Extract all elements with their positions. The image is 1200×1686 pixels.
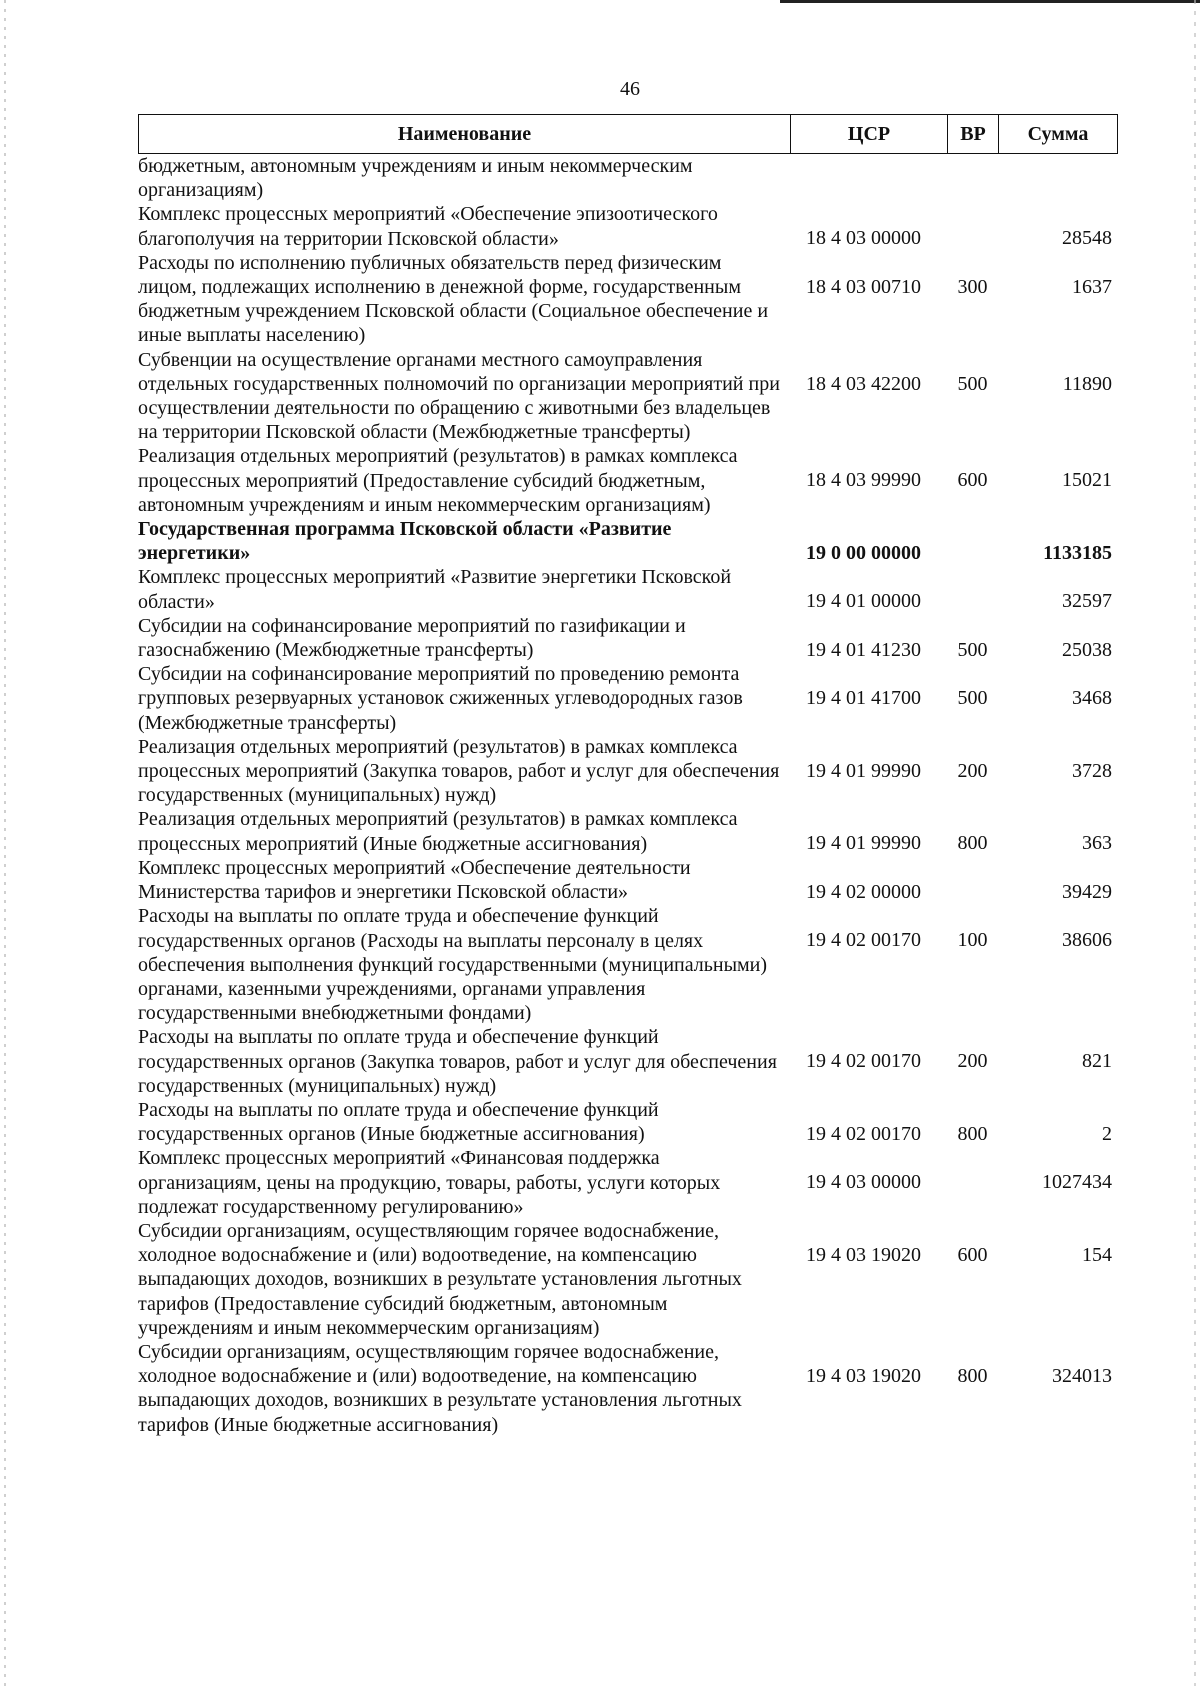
cell-vr: 600: [957, 469, 988, 492]
scan-edge-top: [780, 0, 1200, 3]
cell-vr: 100: [957, 929, 988, 952]
cell-name: Расходы на выплаты по оплате труда и обеспечение функций государственных органов (Расходы на выплаты персоналу в целях обеспечения выполнения функций государственными (муниципальными) органами, казенными учреждениями, органами управления государственными внебюджетными фондами): [138, 905, 768, 1025]
table-header: [138, 114, 1118, 154]
cell-name: Реализация отдельных мероприятий (результатов) в рамках комплекса процессных мероприятий (Иные бюджетные ассигнования): [138, 808, 738, 855]
cell-csr: 19 4 03 19020: [806, 1243, 921, 1266]
cell-csr: 18 4 03 00710: [806, 275, 921, 298]
cell-sum: 363: [1082, 832, 1112, 855]
cell-vr: 500: [957, 372, 988, 395]
cell-name: Субсидии на софинансирование мероприятий по проведению ремонта групповых резервуарных установок сжиженных углеводородных газов (Межбюджетные трансферты): [138, 663, 743, 734]
table-row: [138, 662, 1118, 735]
cell-name: Комплекс процессных мероприятий «Развитие энергетики Псковской области»: [138, 566, 732, 613]
cell-vr: 800: [957, 1364, 988, 1387]
cell-csr: 19 4 02 00170: [806, 929, 921, 952]
cell-name: Реализация отдельных мероприятий (результатов) в рамках комплекса процессных мероприятий (Предоставление субсидий бюджетным, автономным учреждениям и иным некоммерческим организациям): [138, 445, 738, 516]
cell-sum: 39429: [1062, 880, 1112, 903]
cell-vr: [947, 202, 998, 226]
budget-table: [138, 114, 1118, 1437]
cell-sum: 3468: [1072, 687, 1112, 710]
cell-sum: 25038: [1062, 638, 1112, 661]
cell-sum: 1637: [1072, 275, 1112, 298]
table-row: [138, 1025, 1118, 1098]
cell-name: Субсидии на софинансирование мероприятий по газификации и газоснабжению (Межбюджетные трансферты): [138, 614, 686, 662]
table-row: [138, 1219, 1118, 1340]
cell-csr: 19 4 01 00000: [806, 590, 921, 613]
cell-csr: 19 4 03 19020: [806, 1364, 921, 1387]
cell-csr: 19 4 02 00000: [806, 880, 921, 903]
cell-vr: 800: [957, 1122, 988, 1145]
table-row: [138, 1146, 1118, 1219]
table-row: [138, 444, 1118, 517]
cell-vr: 800: [957, 832, 988, 855]
cell-sum: 821: [1082, 1050, 1112, 1073]
table-row: [138, 565, 1118, 613]
cell-sum: 38606: [1062, 929, 1112, 952]
table-row: [138, 202, 1118, 250]
cell-name: Комплекс процессных мероприятий «Обеспечение эпизоотического благополучия на территории Псковской области»: [138, 203, 718, 250]
cell-name: Расходы на выплаты по оплате труда и обеспечение функций государственных органов (Закупка товаров, работ и услуг для обеспечения государственных (муниципальных) нужд): [138, 1026, 777, 1097]
header-csr: ЦСР: [791, 115, 948, 153]
cell-vr: [947, 856, 998, 880]
cell-name: Субсидии организациям, осуществляющим горячее водоснабжение, холодное водоснабжение и (или) водоотведение, на компенсацию выпадающих доходов, возникших в результате установления льготных тарифов (Предоставление субсидий бюджетным, автономным учреждениям и иным некоммерческим организациям): [138, 1219, 742, 1339]
cell-name: Субвенции на осуществление органами местного самоуправления отдельных государственных полномочий по организации мероприятий при осуществлении деятельности по обращению с животными без владельцев на территории Псковской области (Межбюджетные трансферты): [138, 348, 780, 444]
cell-vr: 500: [957, 638, 988, 661]
cell-sum: 15021: [1062, 469, 1112, 492]
header-vr: ВР: [948, 115, 999, 153]
cell-vr: 200: [957, 1050, 988, 1073]
table-row: [138, 517, 1118, 565]
cell-name: бюджетным, автономным учреждениям и иным некоммерческим организациям): [138, 155, 693, 202]
table-row: [138, 735, 1118, 808]
cell-name: Расходы по исполнению публичных обязательств перед физическим лицом, подлежащих исполнению в денежной форме, государственным бюджетным учреждением Псковской области (Социальное обеспечение и иные выплаты населению): [138, 251, 769, 347]
cell-csr: 19 0 00 00000: [806, 542, 921, 565]
cell-sum: 154: [1082, 1243, 1112, 1266]
table-body: [138, 154, 1118, 1437]
cell-sum: 28548: [1062, 227, 1112, 250]
cell-vr: 200: [957, 759, 988, 782]
header-name: Наименование: [139, 115, 791, 153]
table-row: [138, 1340, 1118, 1437]
cell-name: Комплекс процессных мероприятий «Обеспечение деятельности Министерства тарифов и энергетики Псковской области»: [138, 856, 691, 904]
cell-vr: [947, 565, 998, 589]
cell-csr: 19 4 01 99990: [806, 759, 921, 782]
cell-name: Реализация отдельных мероприятий (результатов) в рамках комплекса процессных мероприятий (Закупка товаров, работ и услуг для обеспечения государственных (муниципальных) нужд): [138, 735, 780, 807]
cell-name: Государственная программа Псковской области «Развитие энергетики»: [138, 518, 672, 565]
cell-csr: 19 4 03 00000: [806, 1171, 921, 1194]
cell-name: Комплекс процессных мероприятий «Финансовая поддержка организациям, цены на продукцию, товары, работы, услуги которых подлежат государственному регулированию»: [138, 1147, 721, 1218]
cell-name: Расходы на выплаты по оплате труда и обеспечение функций государственных органов (Иные бюджетные ассигнования): [138, 1098, 659, 1146]
cell-sum: 1133185: [1043, 542, 1112, 565]
page-number: 46: [620, 78, 640, 100]
table-row: [138, 251, 1118, 348]
cell-csr: 19 4 02 00170: [806, 1122, 921, 1145]
cell-sum: 2: [1102, 1122, 1112, 1145]
cell-csr: 19 4 02 00170: [806, 1050, 921, 1073]
cell-sum: 32597: [1062, 590, 1112, 613]
cell-vr: 500: [957, 687, 988, 710]
cell-csr: 18 4 03 99990: [806, 469, 921, 492]
scan-edge-right: [1194, 0, 1196, 1686]
cell-vr: 600: [957, 1243, 988, 1266]
cell-sum: 1027434: [1042, 1171, 1112, 1194]
table-row: [138, 904, 1118, 1025]
cell-csr: 18 4 03 00000: [806, 227, 921, 250]
table-row: [138, 807, 1118, 855]
cell-sum: 3728: [1072, 759, 1112, 782]
scan-edge-left: [4, 0, 6, 1686]
cell-csr: 19 4 01 41230: [806, 638, 921, 661]
cell-vr: [947, 517, 998, 541]
cell-vr: 300: [957, 275, 988, 298]
table-row: [138, 1098, 1118, 1146]
cell-csr: 19 4 01 41700: [806, 687, 921, 710]
table-row: [138, 614, 1118, 662]
table-row: [138, 348, 1118, 445]
cell-sum: 11890: [1062, 372, 1112, 395]
header-sum: Сумма: [1027, 122, 1089, 145]
cell-vr: [947, 1146, 998, 1170]
table-row: [138, 154, 1118, 202]
cell-name: Субсидии организациям, осуществляющим горячее водоснабжение, холодное водоснабжение и (или) водоотведение, на компенсацию выпадающих доходов, возникших в результате установления льготных тарифов (Иные бюджетные ассигнования): [138, 1340, 742, 1436]
cell-csr: 18 4 03 42200: [806, 372, 921, 395]
table-row: [138, 856, 1118, 904]
cell-sum: 324013: [1052, 1364, 1112, 1387]
cell-csr: 19 4 01 99990: [806, 832, 921, 855]
